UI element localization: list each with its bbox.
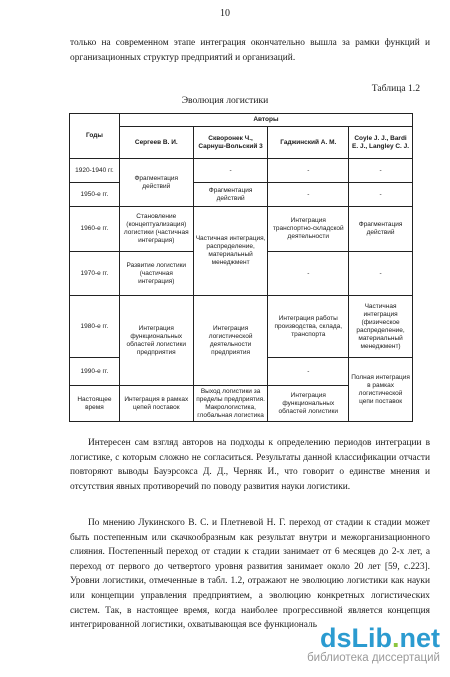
- table-label: Таблица 1.2: [371, 83, 420, 94]
- sergeev-1960: Становление (концептуализация) логистики (частичная интеграция): [119, 207, 193, 252]
- coyle-1970: -: [349, 252, 413, 296]
- sergeev-1970: Развитие логистики (частичная интеграция): [119, 252, 193, 296]
- year-present: Настоящее время: [70, 386, 120, 422]
- paragraph-lukinsky: По мнению Лукинского В. С. и Плетневой Н. Г. переход от стадии к стадии может быть постепенным или скачкообразным как результат внутри и межорганизационного слияния. Постепенный переход от стадии к стадии занимает от 6 месяцев до 2-х лет, а переход от первого до четвертого уровня развития занимает около 20 лет [59, с.223]. Уровни логистики, отмеченные в табл. 1.2, отражают не эволюцию логистики как науки или концепции управления предприятием, а эволюцию конкретных логистических систем. Так, в настоящее время, когда наиболее прогрессивной является концепция интегрированной логистики, охватывающая все функциональ: [70, 518, 430, 631]
- gadzhinsky-1970: -: [268, 252, 349, 296]
- intro-paragraph: только на современном этапе интеграция окончательно вышла за рамки функций и организационных структур предприятий и организаций.: [70, 38, 430, 63]
- coyle-1960: Фрагментация действий: [349, 207, 413, 252]
- sergeev-present: Интеграция в рамках цепей поставок: [119, 386, 193, 422]
- authors-header: Авторы: [119, 114, 412, 127]
- paragraph-authors-view: Интересен сам взгляд авторов на подходы к определению периодов интеграции в логистике, с которым сложно не согласиться. Результаты данной классификации отчасти повторяют выводы Бауэрсокса Д. Д., Черняк И., что говорит о единстве мнения и отсутствия явных противоречий по поводу развития науки логистики.: [70, 438, 430, 492]
- coyle-full: Полная интеграция в рамках логистической цепи поставок: [349, 358, 413, 422]
- author-coyle: Coyle J. J., Bardi E. J., Langley C. J.: [349, 127, 413, 159]
- skvoronek-1920: -: [193, 159, 268, 183]
- coyle-1920: -: [349, 159, 413, 183]
- skvoronek-1980: Интеграция логистической деятельности предприятия: [193, 296, 268, 386]
- author-skvoronek: Скворонек Ч., Сарнуш-Вольский 3: [193, 127, 268, 159]
- year-1920: 1920-1940 гг.: [70, 159, 120, 183]
- year-1950: 1950-е гг.: [70, 183, 120, 207]
- skvoronek-partial: Частичная интеграция, распределение, материальный менеджмент: [193, 207, 268, 296]
- coyle-1980: Частичная интеграция (физическое распределение, материальный менеджмент): [349, 296, 413, 358]
- year-1970: 1970-е гг.: [70, 252, 120, 296]
- gadzhinsky-1920: -: [268, 159, 349, 183]
- coyle-1950: -: [349, 183, 413, 207]
- table-title: Эволюция логистики: [181, 95, 269, 106]
- logistics-evolution-table: [69, 113, 413, 422]
- year-1960: 1960-е гг.: [70, 207, 120, 252]
- year-1990: 1990-е гг.: [70, 358, 120, 386]
- gadzhinsky-1990: -: [268, 358, 349, 386]
- skvoronek-1950: Фрагментация действий: [193, 183, 268, 207]
- skvoronek-present: Выход логистики за пределы предприятия. Макрологистика, глобальная логистика: [193, 386, 268, 422]
- watermark: [307, 624, 440, 665]
- years-header: Годы: [70, 114, 120, 159]
- watermark-subtitle: библиотека диссертаций: [307, 652, 440, 664]
- sergeev-functional: Интеграция функциональных областей логистики предприятия: [119, 296, 193, 386]
- gadzhinsky-present: Интеграция функциональных областей логистики: [268, 386, 349, 422]
- author-gadzhinsky: Гаджинский А. М.: [268, 127, 349, 159]
- sergeev-fragmentation: Фрагментация действий: [119, 159, 193, 207]
- gadzhinsky-1950: -: [268, 183, 349, 207]
- watermark-logo: dsLib.net: [319, 623, 440, 653]
- gadzhinsky-1980: Интеграция работы производства, склада, транспорта: [268, 296, 349, 358]
- gadzhinsky-1960: Интеграция транспортно-складской деятельности: [268, 207, 349, 252]
- page-number: 10: [220, 8, 230, 19]
- author-sergeev: Сергеев В. И.: [119, 127, 193, 159]
- year-1980: 1980-е гг.: [70, 296, 120, 358]
